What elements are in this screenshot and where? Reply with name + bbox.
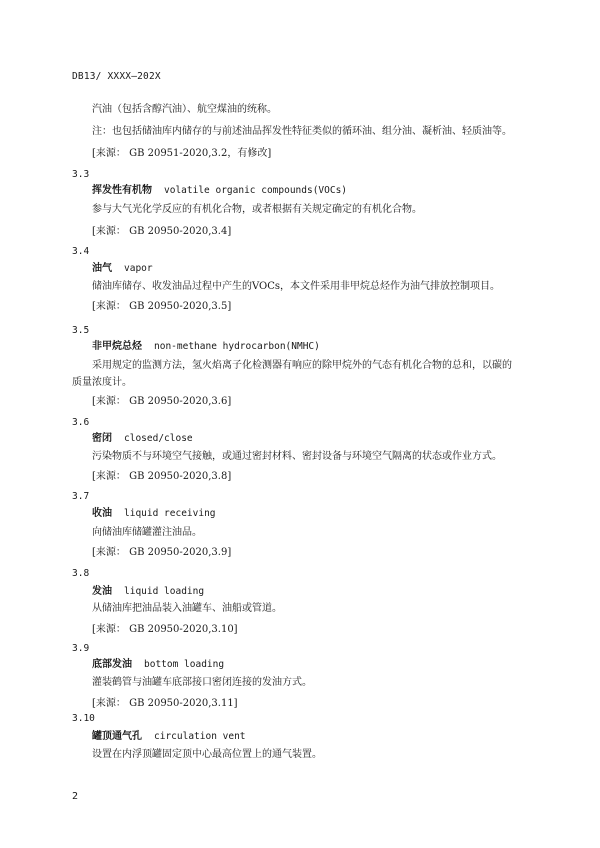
term-chinese: 收油 bbox=[92, 508, 112, 519]
term-chinese: 油气 bbox=[92, 263, 112, 274]
term-heading bbox=[92, 432, 193, 446]
term-heading bbox=[92, 585, 204, 599]
term-number: 3.6 bbox=[72, 417, 90, 428]
term-number: 3.10 bbox=[72, 713, 95, 724]
term-source: [来源： GB 20950-2020,3.11] bbox=[92, 698, 238, 709]
term-source: [来源： GB 20950-2020,3.9] bbox=[92, 547, 232, 558]
term-source: [来源： GB 20950-2020,3.10] bbox=[92, 624, 238, 635]
term-number: 3.5 bbox=[72, 325, 90, 336]
term-definition: 储油库储存、收发油品过程中产生的VOCs，本文件采用非甲烷总烃作为油气排放控制项目。 bbox=[92, 281, 501, 292]
term-chinese: 挥发性有机物 bbox=[92, 185, 152, 196]
term-english: liquid loading bbox=[124, 586, 205, 597]
term-chinese: 发油 bbox=[92, 586, 112, 597]
term-number: 3.7 bbox=[72, 491, 90, 502]
term-chinese: 非甲烷总烃 bbox=[92, 341, 142, 352]
term-heading bbox=[92, 340, 320, 354]
continuation-text: 汽油（包括含醇汽油）、航空煤油的统称。 bbox=[92, 104, 277, 115]
term-english: bottom loading bbox=[144, 659, 225, 670]
term-definition: 灌装鹤管与油罐车底部接口密闭连接的发油方式。 bbox=[92, 677, 312, 688]
term-source: [来源： GB 20950-2020,3.5] bbox=[92, 301, 232, 312]
term-english: circulation vent bbox=[154, 731, 246, 742]
term-definition-continued: 质量浓度计。 bbox=[72, 377, 132, 388]
term-english: vapor bbox=[124, 263, 153, 274]
term-number: 3.8 bbox=[72, 568, 90, 579]
term-number: 3.4 bbox=[72, 246, 90, 257]
term-definition: 参与大气光化学反应的有机化合物，或者根据有关规定确定的有机化合物。 bbox=[92, 204, 422, 215]
term-number: 3.3 bbox=[72, 169, 90, 180]
term-definition: 设置在内浮顶罐固定顶中心最高位置上的通气装置。 bbox=[92, 749, 322, 760]
term-english: liquid receiving bbox=[124, 508, 216, 519]
continuation-source: [来源： GB 20951-2020,3.2，有修改] bbox=[92, 148, 272, 159]
term-heading bbox=[92, 262, 153, 276]
term-english: volatile organic compounds(VOCs) bbox=[164, 185, 348, 196]
term-chinese: 密闭 bbox=[92, 433, 112, 444]
term-english: non-methane hydrocarbon(NMHC) bbox=[154, 341, 320, 352]
term-number: 3.9 bbox=[72, 643, 90, 654]
document-code-header: DB13/ XXXX—202X bbox=[72, 71, 161, 82]
term-english: closed/close bbox=[124, 433, 193, 444]
term-source: [来源： GB 20950-2020,3.6] bbox=[92, 396, 232, 407]
term-chinese: 罐顶通气孔 bbox=[92, 731, 142, 742]
term-heading bbox=[92, 658, 224, 672]
term-definition: 污染物质不与环境空气接触，或通过密封材料、密封设备与环境空气隔离的状态或作业方式。 bbox=[92, 451, 502, 462]
term-source: [来源： GB 20950-2020,3.8] bbox=[92, 471, 232, 482]
term-heading bbox=[92, 507, 216, 521]
term-chinese: 底部发油 bbox=[92, 659, 132, 670]
term-heading bbox=[92, 730, 246, 744]
term-definition: 从储油库把油品装入油罐车、油船或管道。 bbox=[92, 603, 282, 614]
term-source: [来源： GB 20950-2020,3.4] bbox=[92, 226, 232, 237]
term-definition: 采用规定的监测方法，氢火焰离子化检测器有响应的除甲烷外的气态有机化合物的总和，以碳的 bbox=[92, 360, 512, 371]
term-heading bbox=[92, 184, 347, 198]
term-definition: 向储油库储罐灌注油品。 bbox=[92, 527, 202, 538]
continuation-note: 注：也包括储油库内储存的与前述油品挥发性特征类似的循环油、组分油、凝析油、轻质油等。 bbox=[92, 126, 512, 137]
page-number: 2 bbox=[72, 791, 79, 802]
